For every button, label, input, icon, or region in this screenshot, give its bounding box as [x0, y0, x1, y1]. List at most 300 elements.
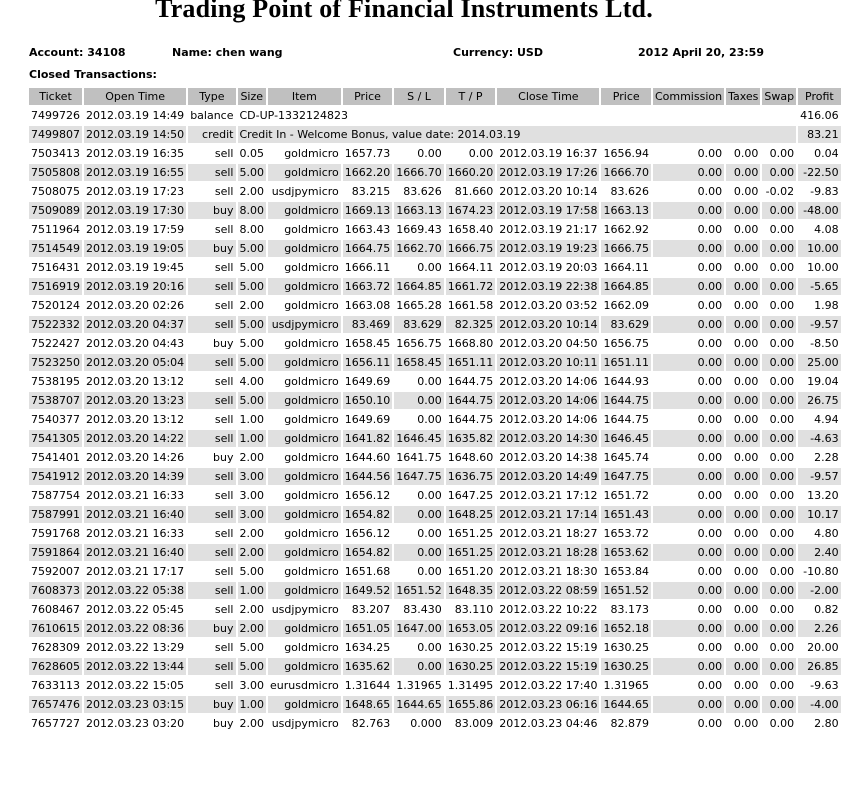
table-cell: 2012.03.20 13:23 [86, 394, 185, 407]
table-cell: 2012.03.20 04:37 [86, 318, 185, 331]
table-cell: 5.00 [239, 242, 264, 255]
table-cell: 0.00 [653, 696, 724, 713]
table-cell: 0.00 [726, 202, 760, 219]
table-cell: 0.00 [697, 185, 723, 198]
column-header: Price [343, 88, 393, 105]
table-cell: 7628309 [31, 641, 80, 654]
table-cell: 83.173 [610, 603, 649, 616]
table-cell: sell [214, 185, 234, 198]
table-cell: 0.00 [417, 413, 442, 426]
table-cell: -22.50 [798, 164, 841, 181]
table-cell: 0.00 [762, 164, 796, 181]
table-cell: 1644.75 [603, 394, 649, 407]
table-cell: 0.00 [653, 278, 724, 295]
table-cell: 83.215 [351, 185, 391, 198]
table-cell: 1674.23 [447, 204, 494, 217]
table-cell: buy [213, 717, 234, 730]
table-cell: -5.65 [798, 278, 841, 295]
table-cell: 3.00 [239, 679, 264, 692]
table-cell: 0.00 [762, 202, 796, 219]
table-cell: 2.00 [239, 527, 264, 540]
table-cell: 1656.75 [396, 337, 442, 350]
table-cell: 0.00 [417, 489, 442, 502]
table-cell: 19.04 [807, 375, 839, 388]
table-cell: 0.00 [762, 354, 796, 371]
table-cell: 1669.43 [396, 223, 442, 236]
table-cell: 0.00 [733, 603, 759, 616]
table-cell: 0.00 [769, 603, 795, 616]
table-cell: 1656.94 [603, 147, 649, 160]
table-cell: -4.00 [798, 696, 841, 713]
table-cell: 2012.03.20 05:04 [86, 356, 185, 369]
table-cell: 0.00 [653, 582, 724, 599]
table-cell: 2012.03.23 04:46 [499, 717, 598, 730]
table-cell: sell [214, 375, 234, 388]
table-cell: sell [188, 354, 235, 371]
table-cell: 0.00 [769, 489, 795, 502]
table-cell: 26.75 [798, 392, 841, 409]
account-currency: Currency: USD [453, 46, 543, 59]
table-cell: buy [188, 202, 235, 219]
table-cell: 1648.35 [447, 584, 494, 597]
table-cell: goldmicro [284, 565, 339, 578]
table-cell: buy [188, 620, 235, 637]
table-cell: sell [214, 603, 234, 616]
table-cell: 2012.03.21 18:27 [499, 527, 598, 540]
table-cell: -2.00 [798, 582, 841, 599]
table-cell: 1649.69 [344, 375, 391, 388]
table-cell: 2012.03.20 13:12 [86, 375, 185, 388]
table-row [29, 715, 841, 732]
table-cell: goldmicro [284, 489, 339, 502]
table-cell: 5.00 [239, 337, 264, 350]
table-cell: 26.85 [798, 658, 841, 675]
report-title: Trading Point of Financial Instruments Ltd. [155, 0, 653, 23]
table-cell: -9.63 [810, 679, 839, 692]
table-cell: 82.325 [446, 316, 496, 333]
table-cell: 83.629 [601, 316, 651, 333]
table-cell: 1655.86 [447, 698, 494, 711]
column-header: Profit [798, 88, 841, 105]
table-cell: 0.00 [733, 527, 759, 540]
table-cell: 1649.52 [344, 584, 391, 597]
table-cell: 81.660 [454, 185, 494, 198]
table-cell: 1656.11 [344, 356, 391, 369]
table-cell: 2012.03.21 18:30 [499, 565, 598, 578]
table-cell: 10.00 [798, 240, 841, 257]
table-cell: goldmicro [284, 223, 339, 236]
table-cell: 0.00 [726, 658, 760, 675]
table-cell: 0.00 [417, 565, 442, 578]
table-cell: 2012.03.23 06:16 [499, 698, 598, 711]
table-cell: 0.00 [762, 240, 796, 257]
table-cell: 0.00 [697, 717, 723, 730]
table-cell: 0.00 [726, 354, 760, 371]
column-header: Size [238, 88, 267, 105]
table-cell: 2012.03.19 17:58 [499, 204, 598, 217]
table-cell: 1653.72 [603, 527, 649, 540]
table-cell: 83.009 [454, 717, 494, 730]
table-cell: 2012.03.22 08:36 [86, 622, 185, 635]
table-cell: 1644.56 [344, 470, 391, 483]
table-cell: 0.00 [653, 354, 724, 371]
table-cell: 0.82 [814, 603, 839, 616]
table-cell: goldmicro [268, 202, 341, 219]
table-cell: 0.00 [762, 316, 796, 333]
table-cell: goldmicro [268, 506, 341, 523]
table-cell: 0.04 [814, 147, 839, 160]
table-cell: sell [214, 299, 234, 312]
table-cell: 2012.03.20 04:43 [86, 337, 185, 350]
table-cell: 4.08 [814, 223, 839, 236]
table-cell: 7520124 [31, 299, 80, 312]
table-cell: 2.00 [239, 717, 264, 730]
table-cell: 1657.73 [344, 147, 391, 160]
table-cell: 83.626 [610, 185, 649, 198]
table-cell: sell [188, 392, 235, 409]
column-header: Swap [764, 90, 795, 103]
table-cell: 1652.18 [603, 622, 649, 635]
table-cell: 2.00 [239, 603, 264, 616]
table-cell: 0.00 [726, 506, 760, 523]
account-number: Account: 34108 [29, 46, 126, 59]
table-cell: 1634.25 [344, 641, 391, 654]
table-cell: 7633113 [31, 679, 80, 692]
table-cell: goldmicro [284, 299, 339, 312]
table-cell: 5.00 [239, 394, 264, 407]
table-cell: 0.00 [733, 717, 759, 730]
table-cell: 2012.03.20 02:26 [86, 299, 185, 312]
table-cell: 1661.58 [447, 299, 494, 312]
table-cell: 2012.03.22 10:22 [499, 603, 598, 616]
table-cell: goldmicro [284, 451, 339, 464]
table-row [29, 373, 841, 390]
table-cell: 2012.03.22 17:40 [499, 679, 598, 692]
table-cell: 1647.25 [447, 489, 494, 502]
table-cell: 416.06 [800, 109, 839, 122]
table-cell: 0.00 [394, 658, 444, 675]
table-cell: 0.00 [762, 544, 796, 561]
table-cell: sell [188, 316, 235, 333]
table-cell: 2012.03.20 14:38 [499, 451, 598, 464]
column-header: S / L [394, 88, 444, 105]
table-cell: 2012.03.20 14:22 [86, 432, 185, 445]
table-cell: sell [188, 278, 235, 295]
table-cell: 1641.82 [344, 432, 391, 445]
table-cell: 1651.25 [447, 546, 494, 559]
table-cell: 7509089 [31, 204, 80, 217]
table-cell: 0.00 [697, 603, 723, 616]
table-cell: sell [188, 468, 235, 485]
table-cell: 2012.03.21 16:33 [86, 527, 185, 540]
table-row [29, 639, 841, 656]
table-cell: 5.00 [239, 280, 264, 293]
table-cell: buy [188, 696, 235, 713]
table-cell: 7508075 [31, 185, 80, 198]
table-cell: 1644.93 [603, 375, 649, 388]
table-cell: 1644.65 [396, 698, 442, 711]
table-row [29, 430, 841, 447]
table-cell: 0.00 [697, 641, 723, 654]
table-cell: 5.00 [239, 641, 264, 654]
table-cell: sell [214, 261, 234, 274]
table-cell: 1648.65 [344, 698, 391, 711]
table-cell: 0.00 [653, 658, 724, 675]
table-cell: 2012.03.20 14:06 [499, 394, 598, 407]
table-row [29, 582, 841, 599]
table-cell: 1.31495 [447, 679, 494, 692]
column-header: Close Time [497, 88, 599, 105]
table-cell: 2.28 [814, 451, 839, 464]
table-cell: 4.80 [814, 527, 839, 540]
table-cell: 0.00 [769, 641, 795, 654]
table-cell: 2012.03.22 13:44 [86, 660, 185, 673]
table-cell: CD-UP-1332124823 [239, 109, 349, 122]
table-cell: 7523250 [31, 356, 80, 369]
table-row [29, 164, 841, 181]
table-cell: 2012.03.21 16:40 [86, 546, 185, 559]
column-header: Ticket [29, 88, 82, 105]
column-header: Open Time [84, 88, 186, 105]
table-cell: 2012.03.19 14:50 [86, 128, 185, 141]
table-cell: 1.98 [814, 299, 839, 312]
table-cell: goldmicro [268, 544, 341, 561]
table-cell: goldmicro [268, 278, 341, 295]
table-cell: 0.00 [394, 506, 444, 523]
table-cell: 0.00 [653, 620, 724, 637]
table-cell: goldmicro [284, 527, 339, 540]
table-cell: sell [214, 641, 234, 654]
table-cell: 2.00 [239, 185, 264, 198]
table-cell: usdjpymicro [271, 603, 339, 616]
table-cell: 1663.13 [603, 204, 649, 217]
table-cell: 2012.03.21 18:28 [499, 546, 598, 559]
table-cell: 1646.45 [603, 432, 649, 445]
table-cell: 0.00 [653, 392, 724, 409]
table-cell: 2012.03.19 21:17 [499, 223, 598, 236]
table-cell: Credit In - Welcome Bonus, value date: 2014.03.19 [238, 126, 797, 143]
table-cell: 0.00 [697, 299, 723, 312]
table-cell: 0.00 [697, 375, 723, 388]
table-cell: 0.00 [762, 658, 796, 675]
table-cell: 1641.75 [396, 451, 442, 464]
table-row [29, 259, 841, 276]
table-cell: goldmicro [268, 468, 341, 485]
table-cell: 1651.68 [344, 565, 391, 578]
table-cell: 2012.03.19 20:16 [86, 280, 185, 293]
table-cell: 3.00 [239, 489, 264, 502]
table-cell: 0.00 [394, 392, 444, 409]
table-cell: 0.00 [726, 316, 760, 333]
table-cell: 2012.03.22 15:19 [499, 641, 598, 654]
table-cell: 1.31965 [603, 679, 649, 692]
table-cell: 2.00 [239, 622, 264, 635]
table-cell: 0.00 [653, 164, 724, 181]
table-cell: 7540377 [31, 413, 80, 426]
table-cell: 0.00 [417, 527, 442, 540]
table-cell: 0.00 [417, 147, 442, 160]
table-cell: 2012.03.20 13:12 [86, 413, 185, 426]
table-cell: 2012.03.23 03:20 [86, 717, 185, 730]
table-cell: 7608373 [31, 584, 80, 597]
table-cell: 0.00 [733, 223, 759, 236]
table-cell: 1651.11 [447, 356, 494, 369]
table-cell: 0.00 [733, 679, 759, 692]
table-cell: 0.00 [733, 261, 759, 274]
table-cell: sell [188, 658, 235, 675]
table-cell: goldmicro [268, 582, 341, 599]
table-cell: 2012.03.20 03:52 [499, 299, 598, 312]
table-cell: 7591768 [31, 527, 80, 540]
column-header: Commission [654, 90, 723, 103]
table-cell: 1651.11 [603, 356, 649, 369]
table-cell: 3.00 [239, 470, 264, 483]
table-cell: 1664.85 [603, 280, 649, 293]
table-cell: 0.00 [726, 240, 760, 257]
table-cell: goldmicro [268, 392, 341, 409]
table-cell: 1666.70 [396, 166, 442, 179]
table-cell: 2.40 [798, 544, 841, 561]
table-cell: 83.430 [403, 603, 442, 616]
table-cell: 0.00 [726, 696, 760, 713]
table-cell: 0.00 [762, 430, 796, 447]
table-cell: 1648.25 [447, 508, 494, 521]
table-cell: 1.00 [239, 413, 264, 426]
table-cell: 5.00 [239, 261, 264, 274]
table-row [29, 297, 841, 314]
table-cell: sell [214, 565, 234, 578]
table-cell: 2.00 [239, 451, 264, 464]
table-cell: 2012.03.21 17:17 [86, 565, 185, 578]
table-cell: 1.31965 [396, 679, 442, 692]
table-row [29, 221, 841, 238]
table-cell: 7592007 [31, 565, 80, 578]
table-cell: 1644.75 [447, 394, 494, 407]
table-cell: 83.629 [394, 316, 444, 333]
closed-transactions-table [27, 86, 843, 734]
table-cell: 2012.03.20 10:11 [499, 356, 598, 369]
table-cell: 1648.60 [447, 451, 494, 464]
table-cell: 0.00 [697, 413, 723, 426]
table-cell: 7522427 [31, 337, 80, 350]
table-cell: 0.00 [653, 506, 724, 523]
table-cell: -48.00 [798, 202, 841, 219]
table-cell: goldmicro [284, 337, 339, 350]
table-cell: 8.00 [239, 204, 264, 217]
table-cell: 0.00 [697, 489, 723, 502]
table-cell: 0.00 [769, 679, 795, 692]
table-cell: 1644.75 [447, 375, 494, 388]
table-cell: 1635.82 [447, 432, 494, 445]
table-cell: 1653.62 [603, 546, 649, 559]
table-cell: 1644.60 [344, 451, 391, 464]
table-cell: 7503413 [31, 147, 80, 160]
table-cell: 7541305 [31, 432, 80, 445]
table-cell: 0.00 [653, 240, 724, 257]
table-cell: 0.00 [697, 337, 723, 350]
table-row [29, 278, 841, 295]
table-row [29, 392, 841, 409]
table-row [29, 506, 841, 523]
account-name: Name: chen wang [172, 46, 283, 59]
table-cell: 0.00 [697, 261, 723, 274]
table-cell: 2012.03.19 14:49 [86, 109, 185, 122]
table-cell: goldmicro [284, 261, 339, 274]
table-cell: goldmicro [268, 240, 341, 257]
table-cell: 1651.52 [603, 584, 649, 597]
table-cell: 2012.03.19 17:30 [86, 204, 185, 217]
table-cell: 1651.05 [344, 622, 391, 635]
table-cell: goldmicro [284, 147, 339, 160]
table-cell: sell [188, 506, 235, 523]
table-cell: 0.00 [697, 679, 723, 692]
table-cell: 2012.03.20 14:49 [499, 470, 598, 483]
table-cell: 4.00 [239, 375, 264, 388]
table-cell: 2012.03.20 10:14 [499, 185, 598, 198]
table-cell: 1651.43 [603, 508, 649, 521]
table-cell: 1.31644 [344, 679, 391, 692]
table-cell: 8.00 [239, 223, 264, 236]
table-cell: 0.00 [697, 147, 723, 160]
table-cell: 1663.43 [344, 223, 391, 236]
table-cell: 7538195 [31, 375, 80, 388]
table-cell: 7511964 [31, 223, 80, 236]
table-cell: 7587991 [31, 508, 80, 521]
table-cell: sell [214, 679, 234, 692]
table-cell: 0.00 [769, 717, 795, 730]
table-cell: 82.879 [610, 717, 649, 730]
table-cell: buy [213, 337, 234, 350]
table-cell: 7541401 [31, 451, 80, 464]
table-cell: 0.00 [726, 278, 760, 295]
table-cell: 7587754 [31, 489, 80, 502]
table-cell: 1658.40 [447, 223, 494, 236]
table-cell: 2012.03.20 10:14 [499, 318, 598, 331]
table-cell: 1651.25 [447, 527, 494, 540]
table-cell: 1630.25 [603, 660, 649, 673]
table-cell: sell [188, 582, 235, 599]
table-row [29, 658, 841, 675]
table-cell: 2012.03.22 15:19 [499, 660, 598, 673]
table-row [29, 487, 841, 504]
table-cell: 2012.03.22 15:05 [86, 679, 185, 692]
table-cell: 2012.03.19 16:37 [499, 147, 598, 160]
table-cell: 0.00 [653, 544, 724, 561]
table-row [29, 107, 841, 124]
table-cell: 20.00 [807, 641, 839, 654]
table-cell: sell [214, 147, 234, 160]
table-cell: 1651.72 [603, 489, 649, 502]
table-cell: 1651.20 [447, 565, 494, 578]
table-cell: 1647.75 [396, 470, 442, 483]
table-cell: 0.00 [653, 202, 724, 219]
table-row [29, 620, 841, 637]
table-cell: 7499726 [31, 109, 80, 122]
table-cell: 1663.08 [344, 299, 391, 312]
table-cell: 0.00 [653, 468, 724, 485]
table-cell: 1644.65 [603, 698, 649, 711]
table-cell: 7628605 [31, 660, 80, 673]
table-cell: 1650.10 [344, 394, 391, 407]
table-row [29, 677, 841, 694]
table-cell: 0.00 [733, 147, 759, 160]
table-cell: 3.00 [239, 508, 264, 521]
table-cell: -9.57 [798, 316, 841, 333]
table-cell: 1646.45 [396, 432, 442, 445]
table-row [29, 449, 841, 466]
table-cell: -8.50 [810, 337, 839, 350]
table-row [29, 145, 841, 162]
